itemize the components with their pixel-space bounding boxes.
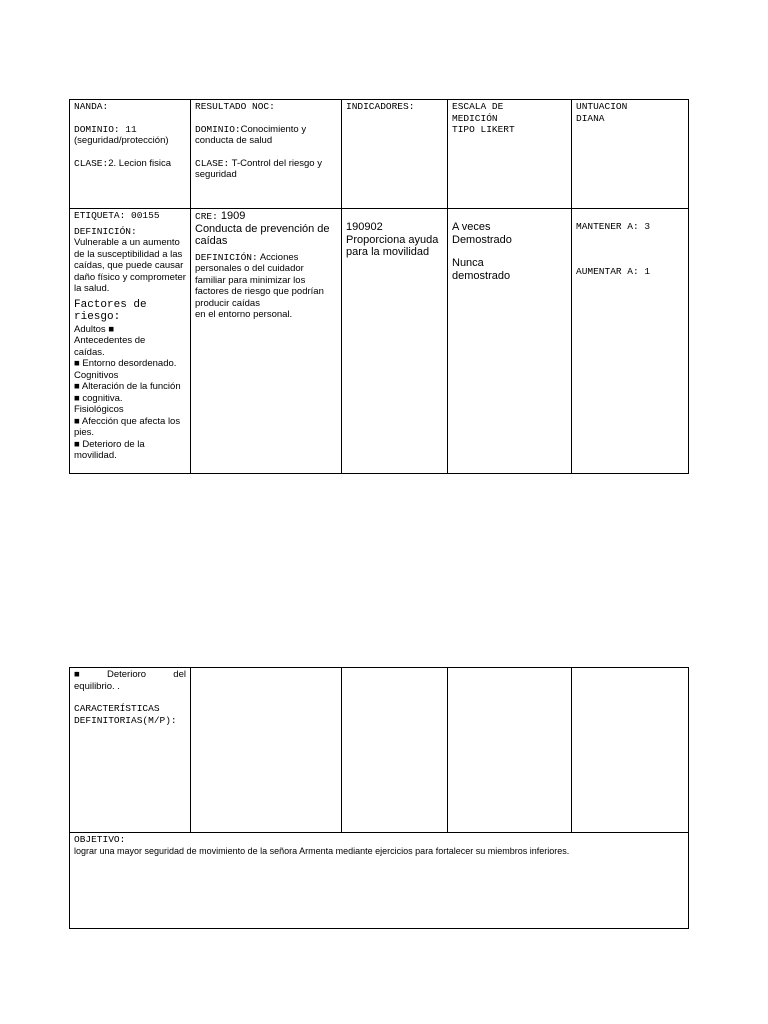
empty-cell: [191, 668, 342, 833]
factor-item: movilidad.: [74, 450, 117, 461]
cre-label: CRE:: [195, 211, 218, 222]
noc-title: RESULTADO NOC:: [195, 101, 275, 112]
caracteristicas-cell: [70, 668, 191, 833]
puntuacion-body-cell: [572, 209, 689, 474]
empty-cell: [448, 668, 572, 833]
factor-item: ■ Deterioro de la: [74, 438, 145, 450]
escala-value-2: Nunca demostrado: [452, 257, 511, 282]
nanda-clase-value: 2. Lecion fisica: [108, 157, 172, 169]
indicador-text: Proporciona ayuda para la movilidad: [346, 233, 439, 258]
bullet: ■: [74, 669, 80, 680]
indicadores-body-cell: [342, 209, 448, 474]
continued-factor-line: [74, 669, 186, 681]
noc-dominio-value: Conocimiento y conducta de salud: [195, 123, 307, 146]
escala-body-cell: [448, 209, 572, 474]
puntuacion-line-1: UNTUACION: [576, 101, 628, 112]
continued-factor-line-2: equilibrio. .: [74, 680, 120, 692]
caracteristicas-label-1: CARACTERÍSTICAS: [74, 703, 160, 714]
noc-clase-value: T-Control del riesgo y seguridad: [195, 157, 322, 180]
empty-cell: [572, 668, 689, 833]
puntuacion-line-2: DIANA: [576, 112, 605, 124]
mantener-value: MANTENER A: 3: [576, 221, 651, 232]
escala-value-1: A veces Demostrado: [452, 221, 512, 246]
escala-header-cell: [448, 100, 572, 209]
factor-item: Fisiológicos: [74, 404, 124, 415]
definicion-label: DEFINICIÓN:: [74, 225, 137, 237]
objetivo-label: OBJETIVO:: [74, 834, 126, 845]
noc-definicion-text: Acciones personales o del cuidador familiar para minimizar los factores de riesgo que podrían producir caídas: [195, 251, 324, 309]
continued-word-1: Deterioro: [106, 669, 147, 680]
escala-line-2: MEDICIÓN: [452, 112, 498, 124]
noc-clase-label: CLASE:: [195, 157, 230, 169]
nanda-header-cell: [70, 100, 191, 209]
indicadores-header-cell: [342, 100, 448, 209]
nursing-care-plan-table-continued: [69, 667, 689, 929]
noc-header-cell: [191, 100, 342, 209]
nanda-title: NANDA:: [74, 101, 109, 112]
nursing-care-plan-table: [69, 99, 689, 474]
caracteristicas-label-2: DEFINITORIAS(M/P):: [74, 714, 177, 726]
noc-body-cell: [191, 209, 342, 474]
noc-definicion-text-2: en el entorno personal.: [195, 309, 293, 320]
escala-line-1: ESCALA DE: [452, 101, 504, 112]
objetivo-cell: [70, 833, 689, 929]
definicion-text: Vulnerable a un aumento de la susceptibilidad a las caídas, que puede causar daño físico y comprometer la salud.: [74, 237, 186, 294]
objetivo-text: lograr una mayor seguridad de movimiento de la señora Armenta mediante ejercicios para fortalecer su miembros inferiores.: [74, 845, 570, 856]
continued-word-2: del: [173, 669, 186, 680]
factores-label-1: Factores de: [74, 298, 147, 311]
factores-label-2: riesgo:: [74, 311, 121, 323]
factor-item: ■ cognitiva.: [74, 392, 123, 404]
escala-line-3: TIPO LIKERT: [452, 124, 515, 135]
empty-cell: [342, 668, 448, 833]
nanda-clase-label: CLASE:: [74, 157, 109, 169]
nanda-dominio-value: (seguridad/protección): [74, 135, 169, 146]
nanda-body-cell: [70, 209, 191, 474]
cre-value: 1909: [217, 210, 246, 222]
etiqueta: ETIQUETA: 00155: [74, 210, 160, 221]
factor-item: ■ Alteración de la función: [74, 381, 181, 392]
factor-item: Cognitivos: [74, 369, 119, 381]
factor-item: ■ Entorno desordenado.: [74, 358, 177, 369]
factor-item: Adultos ■: [74, 323, 115, 335]
indicador-code: 190902: [346, 221, 383, 233]
noc-dominio-label: DOMINIO:: [195, 123, 241, 135]
noc-definicion-label: DEFINICIÓN:: [195, 251, 258, 263]
factor-item: Antecedentes de: [74, 335, 146, 346]
nanda-dominio-label: DOMINIO: 11: [74, 123, 137, 135]
cre-title: Conducta de prevención de caídas: [195, 222, 330, 247]
factor-item: pies.: [74, 427, 95, 438]
puntuacion-header-cell: [572, 100, 689, 209]
indicadores-title: INDICADORES:: [346, 101, 415, 112]
aumentar-value: AUMENTAR A: 1: [576, 265, 651, 277]
factor-item: ■ Afección que afecta los: [74, 415, 181, 427]
factor-item: caídas.: [74, 346, 105, 358]
